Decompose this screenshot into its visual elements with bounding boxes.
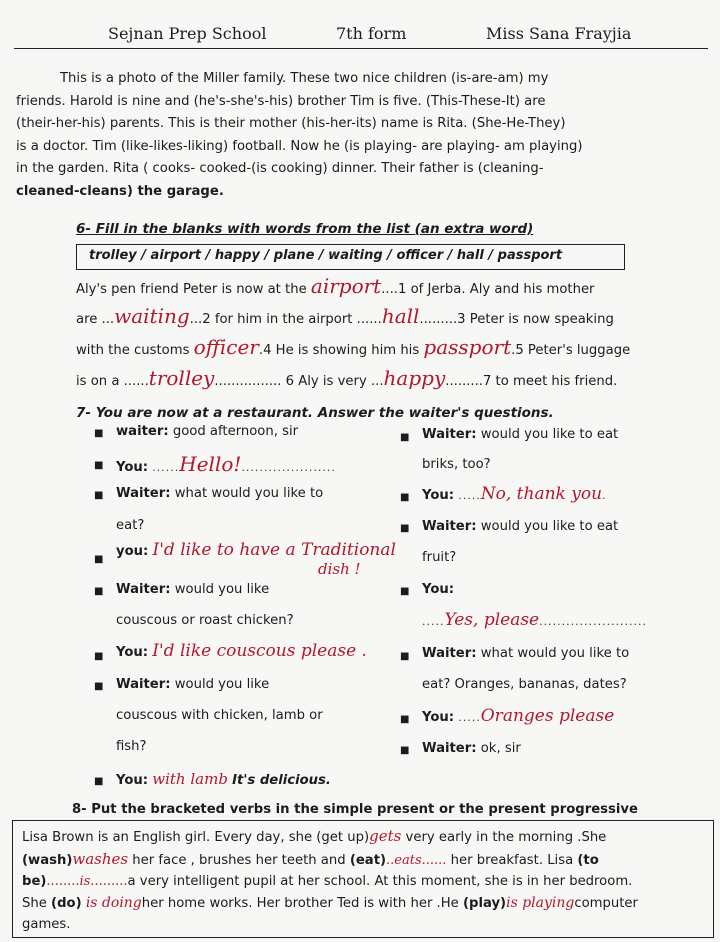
- answer-hello: Hello!: [179, 452, 242, 476]
- bullet: ■: [94, 586, 104, 597]
- dialogue-line: You: ......Hello!.....................: [116, 452, 336, 476]
- passage-line: cleaned-cleans) the garage.: [16, 183, 224, 199]
- bullet: ■: [400, 651, 410, 662]
- dialogue-line-cont: couscous with chicken, lamb or: [116, 708, 323, 723]
- ex8-line: be)........is.........a very intelligent pupil at her school. At this moment, she is in her bedroom.: [22, 874, 633, 889]
- dialogue-line-cont: fruit?: [422, 550, 457, 565]
- header-divider: [14, 48, 708, 49]
- answer-oranges: Oranges please: [480, 706, 615, 726]
- dialogue-line: You: .....No, thank you.: [422, 484, 607, 504]
- word-list: trolley / airport / happy / plane / waiting / officer / hall / passport: [89, 248, 563, 263]
- answer-1: airport: [310, 274, 382, 298]
- dialogue-line-cont: eat? Oranges, bananas, dates?: [422, 677, 627, 692]
- dialogue-line-cont: eat?: [116, 518, 145, 533]
- bullet: ■: [400, 523, 410, 534]
- answer-couscous: I'd like couscous please .: [152, 641, 367, 661]
- bullet: ■: [400, 586, 410, 597]
- bullet: ■: [400, 492, 410, 503]
- bullet: ■: [94, 460, 104, 471]
- passage-line: (their-her-his) parents. This is their mother (his-her-its) name is Rita. (She-He-They): [16, 116, 566, 132]
- bullet: ■: [94, 554, 104, 565]
- bullet: ■: [94, 681, 104, 692]
- dialogue-line: Waiter: what would you like to: [116, 486, 324, 501]
- answer-gets: gets: [369, 827, 402, 845]
- exercise-6-line-4: is on a ......trolley................ 6 Aly is very ...happy.........7 to meet his friend.: [76, 366, 618, 390]
- passage-line: in the garden. Rita ( cooks- cooked-(is cooking) dinner. Their father is (cleaning-: [16, 161, 544, 177]
- dialogue-line: Waiter: ok, sir: [422, 741, 521, 756]
- dialogue-line-cont: couscous or roast chicken?: [116, 613, 294, 628]
- dialogue-line-cont: fish?: [116, 739, 147, 754]
- passage-line: This is a photo of the Miller family. These two nice children (is-are-am) my: [60, 71, 549, 86]
- answer-is-playing: is playing: [506, 894, 575, 911]
- exercise-6-line-1: Aly's pen friend Peter is now at the airport....1 of Jerba. Aly and his mother: [76, 274, 595, 298]
- reading-passage: [16, 68, 706, 204]
- answer-5: passport: [423, 335, 512, 359]
- answer-yes-please: .....Yes, please........................: [422, 610, 648, 630]
- exercise-7-heading: 7- You are now at a restaurant. Answer the waiter's questions.: [76, 405, 554, 421]
- exercise-6-line-3: with the customs officer.4 He is showing him his passport.5 Peter's luggage: [76, 335, 631, 359]
- answer-2: waiting: [114, 304, 190, 328]
- answer-lamb: with lamb: [152, 770, 228, 788]
- exercise-8-heading: 8- Put the bracketed verbs in the simple present or the present progressive: [72, 802, 638, 817]
- answer-traditional: I'd like to have a Traditional: [152, 540, 396, 560]
- answer-4: officer: [193, 335, 259, 359]
- teacher-name: Miss Sana Frayjia: [486, 24, 632, 43]
- dialogue-line: Waiter: would you like: [116, 677, 270, 692]
- class-form: 7th form: [336, 24, 407, 43]
- dialogue-line: you: I'd like to have a Traditional: [116, 540, 396, 560]
- word-list-box: [76, 244, 625, 270]
- bullet: ■: [94, 651, 104, 662]
- dialogue-line: You: .....Oranges please: [422, 706, 615, 726]
- school-name: Sejnan Prep School: [108, 24, 267, 43]
- dialogue-line: waiter: good afternoon, sir: [116, 424, 299, 439]
- bullet: ■: [400, 745, 410, 756]
- answer-7: happy: [383, 366, 446, 390]
- answer-cont: dish !: [318, 560, 361, 578]
- dialogue-line: Waiter: would you like to eat: [422, 519, 619, 534]
- dialogue-line: You:: [422, 582, 455, 597]
- ex8-line: Lisa Brown is an English girl. Every day, she (get up)gets very early in the morning .She: [22, 827, 607, 845]
- answer-6: trolley: [148, 366, 215, 390]
- passage-line: is a doctor. Tim (like-likes-liking) football. Now he (is playing- are playing- am playing): [16, 138, 583, 154]
- answer-is: ........is.........: [46, 874, 128, 889]
- dialogue-line: You: I'd like couscous please .: [116, 641, 367, 661]
- bullet: ■: [94, 776, 104, 787]
- dialogue-line-cont: briks, too?: [422, 457, 491, 472]
- dialogue-line: You: with lamb It's delicious.: [116, 770, 331, 788]
- ex8-line: games.: [22, 917, 71, 932]
- ex8-line: (wash)washes her face , brushes her teeth and (eat)..eats...... her breakfast. Lisa (to: [22, 849, 599, 868]
- answer-no-thank-you: No, thank you: [480, 484, 603, 504]
- exercise-8-text: [22, 826, 698, 936]
- answer-washes: washes: [72, 849, 129, 868]
- exercise-6-line-2: are ...waiting...2 for him in the airport ......hall.........3 Peter is now speaking: [76, 304, 614, 328]
- answer-3: hall: [381, 304, 420, 328]
- bullet: ■: [400, 432, 410, 443]
- ex8-line: She (do) is doingher home works. Her brother Ted is with her .He (play)is playingcomputer: [22, 894, 638, 911]
- passage-line: friends. Harold is nine and (he's-she's-his) brother Tim is five. (This-These-It) are: [16, 93, 546, 109]
- answer-eats: ..eats......: [386, 852, 447, 868]
- dialogue-line: Waiter: would you like to eat: [422, 427, 619, 442]
- bullet: ■: [94, 428, 104, 439]
- answer-is-doing: is doing: [85, 894, 142, 911]
- bullet: ■: [94, 490, 104, 501]
- dialogue-line: Waiter: would you like: [116, 582, 270, 597]
- exercise-6-heading: 6- Fill in the blanks with words from the list (an extra word): [76, 221, 534, 237]
- bullet: ■: [400, 714, 410, 725]
- dialogue-line: Waiter: what would you like to: [422, 646, 630, 661]
